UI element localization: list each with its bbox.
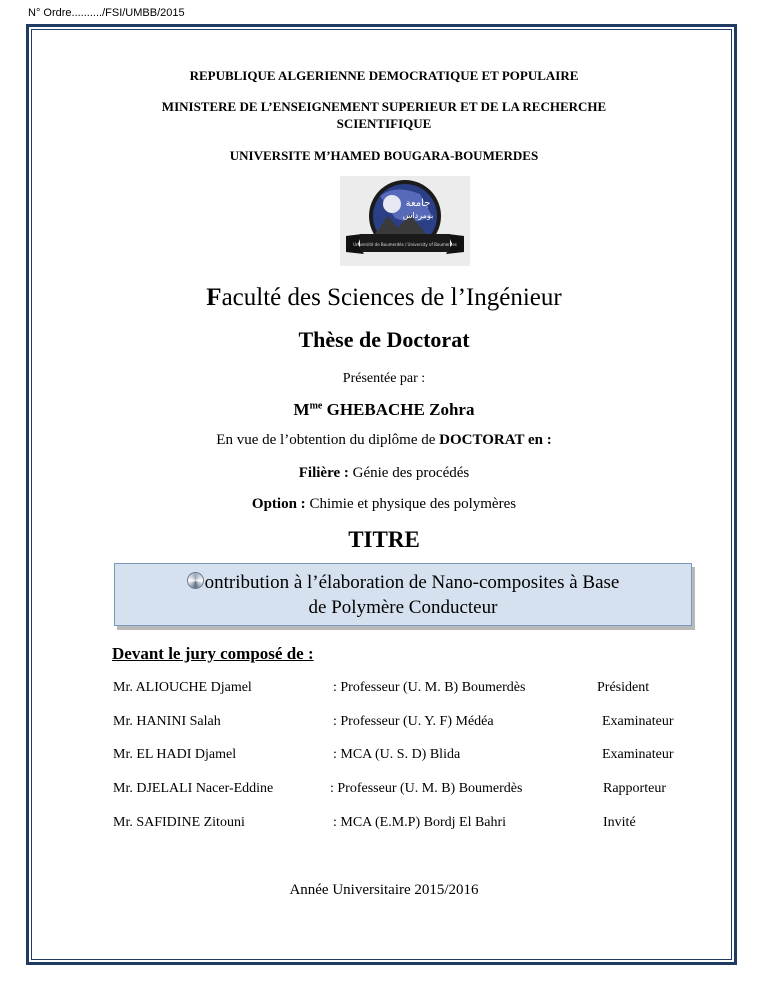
jury-row: [0, 815, 768, 835]
degree-line: [0, 432, 768, 449]
jury-row: [0, 747, 768, 767]
option-line: [0, 496, 768, 513]
decorative-c-icon: [187, 572, 204, 589]
jury-row: [0, 781, 768, 801]
filiere-label: Filière :: [298, 465, 349, 481]
order-number: N° Ordre........../FSI/UMBB/2015: [28, 7, 185, 19]
presented-by: Présentée par :: [342, 371, 426, 386]
thesis-type: Thèse de Doctorat: [298, 327, 470, 352]
logo-arabic-mid: بومرداس: [402, 211, 434, 220]
thesis-title-box: [114, 563, 692, 626]
jury-member-affiliation: : Professeur (U. M. B) Boumerdès: [333, 680, 526, 695]
jury-member-name: Mr. ALIOUCHE Djamel: [113, 680, 252, 695]
jury-member-role: Examinateur: [602, 714, 674, 729]
university-logo: [340, 176, 470, 266]
option-label: Option :: [251, 496, 306, 512]
jury-member-affiliation: : MCA (U. S. D) Blida: [333, 747, 461, 762]
jury-member-affiliation: : MCA (E.M.P) Bordj El Bahri: [333, 815, 507, 830]
ministry-header-line2: SCIENTIFIQUE: [336, 116, 432, 131]
jury-member-name: Mr. DJELALI Nacer-Eddine: [113, 781, 274, 796]
university-header: UNIVERSITE M’HAMED BOUGARA-BOUMERDES: [229, 148, 539, 163]
option-value: Chimie et physique des polymères: [305, 496, 517, 512]
ministry-header-line1: MINISTERE DE L’ENSEIGNEMENT SUPERIEUR ET DE LA RECHERCHE: [161, 99, 607, 114]
faculty-initial: F: [206, 284, 222, 311]
jury-member-role: Rapporteur: [603, 781, 666, 796]
jury-title: Devant le jury composé de :: [112, 644, 314, 663]
logo-arabic-top: جامعة: [405, 198, 431, 209]
degree-name: DOCTORAT: [439, 432, 525, 448]
author-title: M: [293, 400, 310, 419]
degree-suffix: en :: [524, 432, 552, 448]
jury-member-role: Président: [597, 680, 650, 695]
logo-banner-text: Université de Boumerdès / University of Boumerdes: [353, 242, 457, 247]
faculty-name: [0, 284, 768, 312]
jury-member-name: Mr. EL HADI Djamel: [113, 747, 237, 762]
degree-prefix: En vue de l’obtention du diplôme de: [216, 432, 440, 448]
jury-member-role: Invité: [603, 815, 636, 830]
academic-year: Année Universitaire 2015/2016: [289, 882, 479, 898]
jury-member-affiliation: : Professeur (U. Y. F) Médéa: [333, 714, 494, 729]
republic-header: REPUBLIQUE ALGERIENNE DEMOCRATIQUE ET POPULAIRE: [189, 68, 579, 83]
jury-member-affiliation: : Professeur (U. M. B) Boumerdès: [330, 781, 523, 796]
faculty-rest: aculté des Sciences de l’Ingénieur: [221, 284, 562, 311]
jury-row: [0, 680, 768, 700]
titre-label: TITRE: [348, 527, 420, 552]
jury-member-name: Mr. HANINI Salah: [113, 714, 221, 729]
filiere-line: [0, 465, 768, 482]
jury-member-role: Examinateur: [602, 747, 674, 762]
author-fullname: GHEBACHE Zohra: [326, 400, 475, 419]
thesis-title-line1: ontribution à l’élaboration de Nano-composites à Base: [115, 570, 691, 595]
author-title-sup: me: [309, 400, 323, 412]
jury-member-name: Mr. SAFIDINE Zitouni: [113, 815, 245, 830]
thesis-title-line2: de Polymère Conducteur: [308, 597, 498, 618]
filiere-value: Génie des procédés: [348, 465, 470, 481]
jury-row: [0, 714, 768, 734]
author-name: [0, 400, 768, 420]
